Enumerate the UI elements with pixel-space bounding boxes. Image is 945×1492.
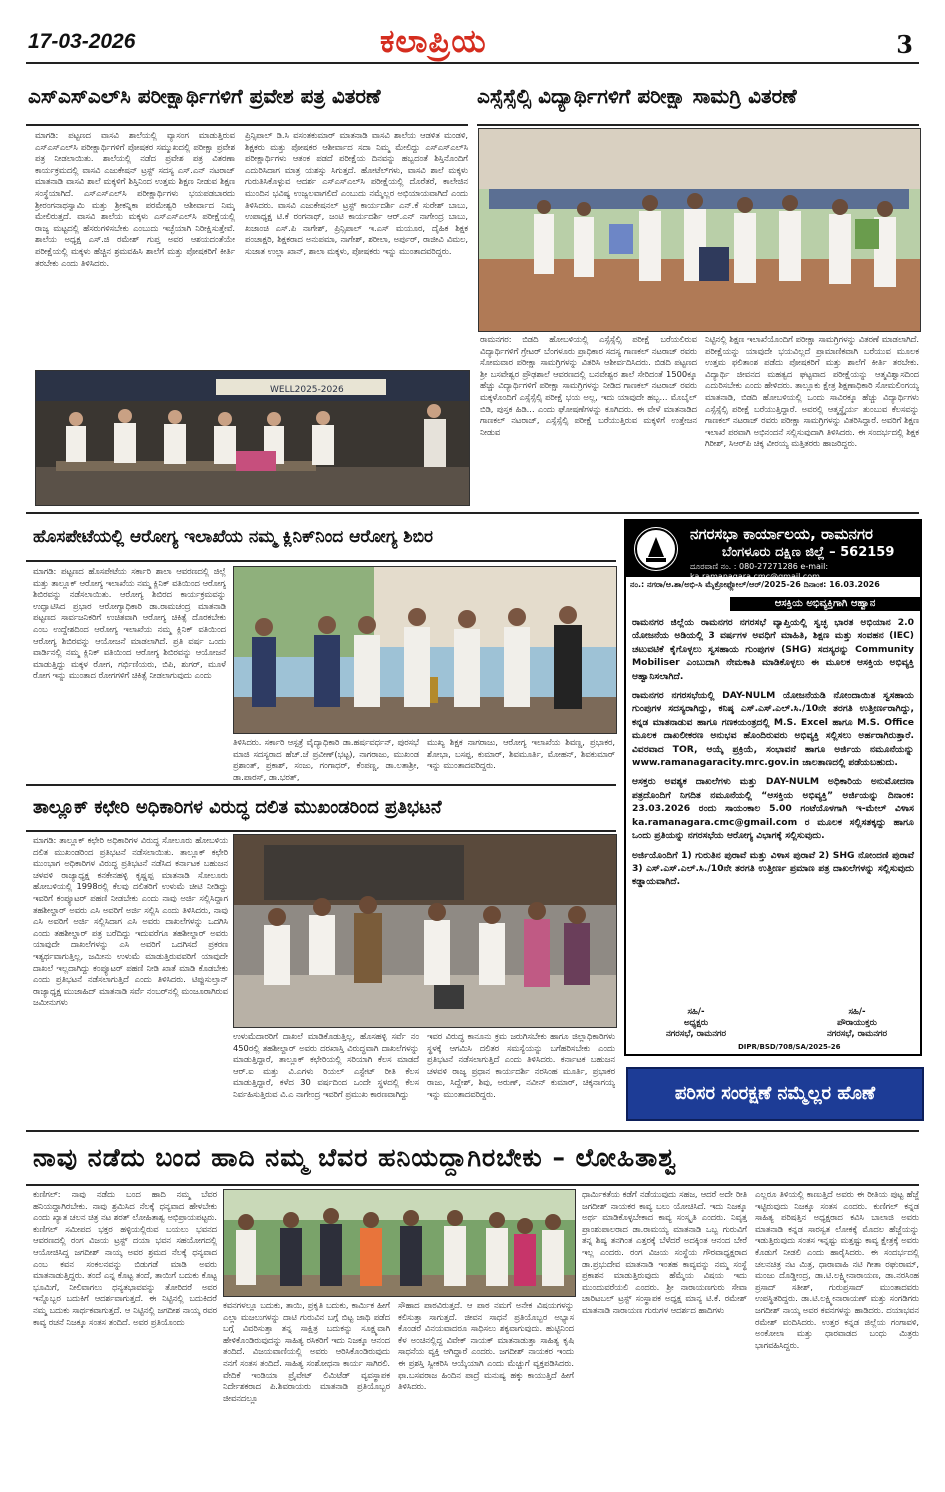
story5-column-3: ಸೌಹಾದ ಪಾಠವಿರುತ್ತದೆ. ಆ ಪಾಠ ನಮಗೆ ಅನೇಕ ವಿಷಯಗಳನ್ನು ಕಲಿಸುತ್ತಾ ಸಾಗುತ್ತದೆ. ಜೀವನ ಸಾಧನೆ ಪ್ರತಿಯೊಬ್ಬರ ಅಭ್ಯಾಸ ಕೊಂಡರೆ ವಿನಯವಾದರೂ ಸಾಧಿಸಲು ಶಕ್ಯವಾಗುವುದು. ಹುಟ್ಟಿನಿಂದ ಕೆಳ ಅಂಚಿನಲ್ಲಿದ್ದ ವಿವೇಕ್ ನಾಯಕ್ ಮಾತನಾಡುತ್ತಾ ಸಾಹಿತ್ಯ ಕೃಷಿ ಸಾಧನೆಯ ವ್ಯಕ್ತಿ ಆಗಿದ್ದಾರೆ ಎಂದರು. ಜಗದೀಶ್ ನಾಯಕರ ಇಂದು ಈ ಪ್ರಶಸ್ತಿ ಸ್ವೀಕರಿಸಿ ಆಯ್ಕೆಯಾಗಿ ಎಂದು ಮೆಚ್ಚುಗೆ ವ್ಯಕ್ತಪಡಿಸಿದರು. ಫಾ.ಬಸವರಾಜ ಹಿಂದಿನ ಪಾದ್ರೆ ಮನುಷ್ಯ ಹಕ್ಕು ಕಾಯುತ್ತಿದೆ ಹೀಗೆ ತಿಳಿಸಿದರು. <box>398 1300 574 1392</box>
story1-column-2: ಪ್ರಿನ್ಸಿಪಾಲ್ ಡಿ.ಸಿ ವಸಂತಕುಮಾರ್ ಮಾತನಾಡಿ ವಾಸವಿ ಶಾಲೆಯ ಆಡಳಿತ ಮಂಡಳಿ, ಶಿಕ್ಷಕರು ಮತ್ತು ಪೋಷಕರ ಆಶೀರ್ವಾದ ಸದಾ ನಿಮ್ಮ ಮೇಲಿದ್ದು ಎಸ್‌ಎಸ್‌ಎಲ್‌ಸಿ ಪರೀಕ್ಷಾರ್ಥಿಗಳು ಆತಂಕ ಪಡದೆ ಪರೀಕ್ಷೆಯ ದಿನವನ್ನು ಹಬ್ಬದಂತೆ ಶಿಸ್ತಿನೊಂದಿಗೆ ಎದುರಿಸಿದಾಗ ಮಾತ್ರ ಯಶಸ್ಸು ಸಿಗುತ್ತದೆ. ಹೋಟೆಲ್‌ಗಳು, ವಾಸವಿ ಶಾಲೆ ಮಕ್ಕಳು ಗುರುತಿಸಿಕೊಳ್ಳುವ ಆದರ್ಶ ಎಸ್‌ಎಸ್‌ಎಲ್‌ಸಿ ಪರೀಕ್ಷೆಯಲ್ಲಿ ದೊರೆತರೆ, ಕಾಲೇಜಿನ ಮುಂದಿನ ಭವಿಷ್ಯ ಉಜ್ವಲವಾಗಲಿದೆ ಎಂಬುದು ನಮ್ಮೆಲ್ಲರ ಅಭಿಯಾಯವಾಗಿದೆ ಎಂದು ತಿಳಿಸಿದರು. ವಾಸವಿ ಎಜುಕೇಷನಲ್ ಟ್ರಸ್ಟ್ ಕಾರ್ಯದರ್ಶಿ ಎನ್.ಕೆ ಸುರೇಶ್ ಬಾಬು, ಉಪಾಧ್ಯಕ್ಷ ಟಿ.ಕೆ ರಂಗನಾಥ್, ಜಂಟಿ ಕಾರ್ಯದರ್ಶಿ ಆರ್.ಎನ್ ನಾಗೇಂದ್ರ ಬಾಬು, ಖಜಾಂಚಿ ಎಸ್.ಪಿ ನಾಗೇಶ್, ಪ್ರಿನ್ಸಿಪಾಲ್ ಇ.ಎಸ್ ಮಯೂರ, ದೈಹಿಕ ಶಿಕ್ಷಕ ಪಂಚಾಕ್ಷರಿ, ಶಿಕ್ಷಕರಾದ ಅನುಪಮಾ, ನಾಗೇಶ್, ಶರೀಲಾ, ಅರ್ಪುರ್, ರಾಜೀವಿ ವಿಮಲ, ಸುಜಾತ ಉಲ್ಲಾ ಖಾನ್, ಶಾಲಾ ಮಕ್ಕಳು, ಪೋಷಕರು ಇನ್ನು ಮುಂತಾದವರಿದ್ದರು. <box>245 130 468 256</box>
notice-office: ನಗರಸಭಾ ಕಾರ್ಯಾಲಯ, ರಾಮನಗರ <box>690 525 873 543</box>
notice-signature-right <box>812 1007 902 1040</box>
signatory-office: ನಗರಸಭೆ, ರಾಮನಗರ <box>665 1029 727 1039</box>
notice-contact: ದೂರವಾಣಿ ನಂ. : 080-27271286 e-mail: ka.ramanagara.cmc@gmail.com <box>690 562 829 581</box>
story2-column-1: ರಾಮನಗರ: ಬಿಡದಿ ಹೋಬಳಿಯಲ್ಲಿ ಎಸ್ಸೆಸ್ಸೆಲ್ಸಿ ಪರೀಕ್ಷೆ ಬರೆಯಲಿರುವ ವಿದ್ಯಾರ್ಥಿಗಳಿಗೆ ಗ್ರೇಟರ್ ಬೆಂಗಳೂರು ಪ್ರಾಧಿಕಾರ ಸದಸ್ಯ ಗಾಣಕಲ್ ನಟರಾಜ್ ರವರು ಸೋಮವಾರ ಪರೀಕ್ಷಾ ಸಾಮಗ್ರಿಗಳನ್ನು ವಿತರಿಸಿ ಆಶೀರ್ವದಿಸಿದರು. ಬಿಡದಿ ಪಟ್ಟಣದ ಶ್ರೀ ಬಸವೇಶ್ವರ ಪ್ರೌಢಶಾಲೆ ಆವರಣದಲ್ಲಿ ಬನವೇಶ್ವರ ಶಾಲೆ ಸೇರಿದಂತೆ 1500ಕ್ಕೂ ಹೆಚ್ಚು ವಿದ್ಯಾರ್ಥಿಗಳಿಗೆ ಪರೀಕ್ಷಾ ಸಾಮಗ್ರಿಗಳನ್ನು ನೀಡಿದ ಗಾಣಕಲ್ ನಟರಾಜ್ ರವರು ಮಕ್ಕಳೊಂದಿಗೆ ಎಸ್ಸೆಸ್ಸೆಲ್ಸಿ ಪರೀಕ್ಷೆ ಭಯ ಅಲ್ಲ, ಇದು ಯಾವುದೇ ಹಬ್ಬ... ಮೊಬೈಲ್ ಬಿಡಿ, ಪುಸ್ತಕ ಹಿಡಿ... ಎಂದು ಘೋಷಣೆಗಳನ್ನು ಕೂಗಿದರು. ಈ ವೇಳೆ ಮಾತನಾಡಿದ ಗಾಣಕಲ್ ನಟರಾಜ್, ಎಸ್ಸೆಸ್ಸೆಲ್ಸಿ ಪರೀಕ್ಷೆ ಬರೆಯುತ್ತಿರುವ ಮಕ್ಕಳಿಗೆ ಉತ್ತೇಜನ ನೀಡುವ <box>480 334 697 437</box>
story1-photo-banner: WELL2025-2026 <box>270 385 344 395</box>
notice-banner: ಆಸಕ್ತಿಯ ಅಭಿವ್ಯಕ್ತಿಗಾಗಿ ಆಹ್ವಾನ <box>730 597 920 611</box>
story5-column-4: ಧಾರ್ಮಿಕತೆಯ ಕಡೆಗೆ ನಡೆಯುವುದು ಸಹಜ, ಆದರೆ ಅದೇ ರೀತಿ ಜಗದೀಶ್ ನಾಯಕರ ಕಾವ್ಯ ಬಲು ಯೋಚಿಸಿದೆ. ಇದು ನಿಜಕ್ಕೂ ಅರ್ಥ ಮಾಡಿಕೊಳ್ಳಬೇಕಾದ ಕಾವ್ಯ ಸಂಸ್ಕೃತಿ ಎಂದರು. ನಿವೃತ್ತ ಪ್ರಾಂಶುಪಾಲರಾದ ಡಾ.ರಾಮಯ್ಯ ಮಾತನಾಡಿ ಒಬ್ಬ ಗುರುವಿಗೆ ತನ್ನ ಶಿಷ್ಯ ತನಗಿಂತ ಎತ್ತರಕ್ಕೆ ಬೆಳೆದರೆ ಅದಕ್ಕಿಂತ ಆನಂದ ಬೇರೆ ಇಲ್ಲ ಎಂದರು. ರಂಗ ವಿಜಯ ಸಂಸ್ಥೆಯ ಗೌರವಾಧ್ಯಕ್ಷರಾದ ಡಾ.ಪ್ರಭುದೇವ ಮಾತನಾಡಿ ಇಂತಹ ಕಾವ್ಯವನ್ನು ನಮ್ಮ ಸಂಸ್ಥೆ ಪ್ರಕಾಶನ ಮಾಡುತ್ತಿರುವುದು ಹೆಮ್ಮೆಯ ವಿಷಯ ಇದು ಮುಂದುವರೆಯಲಿ ಎಂದರು. ಶ್ರೀ ನಾರಾಯಣಗುರು ಸೇವಾ ಚಾರಿಟಬಲ್ ಟ್ರಸ್ಟ್ ಸಂಸ್ಥಾಪಕ ಅಧ್ಯಕ್ಷ ಮಾನ್ಯ ಟಿ.ಕೆ. ರಮೇಶ್ ಮಾತನಾಡಿ ನಾರಾಯಣ ಗುರುಗಳ ಆದರ್ಶದ ಹಾದಿಗಳು <box>582 1189 747 1315</box>
signatory-office: ನಗರಸಭೆ, ರಾಮನಗರ <box>826 1029 888 1039</box>
story3-column-3: ಮುಖ್ಯ ಶಿಕ್ಷಕ ನಾಗರಾಜು, ಆರೋಗ್ಯ ಇಲಾಖೆಯ ಶಿವಣ್ಣ, ಪ್ರಭಾಕರ, ಶೋಭಾ, ಬಸಪ್ಪ, ಕುಮಾರ್, ಶಿವಮೂರ್ತಿ, ಮೋಹನ್, ಶಿವಕುಮಾರ್ ಇನ್ನು ಮುಂತಾದವರಿದ್ದರು. <box>427 737 615 771</box>
story5-column-2: ಕವನಗಳಲ್ಲೂ ಬದುಕು, ತಾಯಿ, ಪ್ರಕೃತಿ ಬದುಕು, ಕಾರ್ಮಿಕ ಹೀಗೆ ಎಲ್ಲಾ ಮಜಲುಗಳನ್ನು ದಾಟಿ ಗುರುವಿನ ಬಗ್ಗೆ ಬಿಟ್ಟ ಜಾಥಿ ಪಡೆದ ಬಗ್ಗೆ ವಿವರಿಸುತ್ತಾ ತನ್ನ ಸಾಕ್ಷಿತ್ರ ಬದುಕನ್ನು ಸೂಕ್ಷ್ಮವಾಗಿ ಹೇಳಿಕೊಂಡಿರುವುದನ್ನು ಸಾಹಿತ್ಯ ರಸಿಕರಿಗೆ ಇದು ನಿಜಕ್ಕೂ ಆನಂದ ತಂದಿದೆ. ವಿಜಯವಾಣಿಯಲ್ಲಿ ಅವರು ಆರಿಸಿಕೊಂಡಿರುವುದು ನನಗೆ ಸಂತಸ ತಂದಿದೆ. ಸಾಹಿತ್ಯ ಸಂಶೋಧನಾ ಕಾರ್ಯ ಸಾಗಿರಲಿ. ವೇದಿಕೆ ಇಂಡಿಯಾ ಪ್ರೈವೇಟ್ ಲಿಮಿಟೆಡ್ ವ್ಯವಸ್ಥಾಪಕ ನಿರ್ದೇಶಕರಾದ ಪಿ.ಶಿವರಾಯರು ಮಾತನಾಡಿ ಪ್ರತಿಯೊಬ್ಬರ ಜೀವನದಲ್ಲೂ <box>223 1300 390 1403</box>
story4-column-2: ಉಳುಮೆದಾರರಿಗೆ ದಾಖಲೆ ಮಾಡಿಕೊಡುತ್ತಿಲ್ಲ, ಹೊಸಹಳ್ಳಿ ಸರ್ವೆ ನಂ 450ರಲ್ಲಿ ತಹಶೀಲ್ದಾರ್ ಅವರು ದರಖಾಸ್ತಿ ವಿರುದ್ಧವಾಗಿ ದಾಖಲೆಗಳನ್ನು ಮಾಡುತ್ತಿದ್ದಾರೆ, ತಾಲ್ಲೂಕ್ ಕಛೇರಿಯಲ್ಲಿ ಸರಿಯಾಗಿ ಕೆಲಸ ಮಾಡದೆ ಆರ್.ಐ ಮತ್ತು ವಿ.ಎಗಳು ರಿಯಲ್ ಎಸ್ಟೇಟ್ ರೀತಿ ಕೆಲಸ ಮಾಡುತ್ತಿದ್ದಾರೆ, ಕಳೆದ 30 ವರ್ಷದಿಂದ ಒಂದೇ ಸ್ಥಳದಲ್ಲಿ ಕೆಲಸ ನಿರ್ವಹಿಸುತ್ತಿರುವ ವಿ.ಎ ನಾಗೇಂದ್ರ ಇವರಿಗೆ ಪ್ರಮುಖ ಕಾರಣವಾಗಿದ್ದು <box>233 1031 419 1099</box>
story2-headline: ಎಸ್ಸೆಸ್ಸೆಲ್ಸಿ ವಿದ್ಯಾರ್ಥಿಗಳಿಗೆ ಪರೀಕ್ಷಾ ಸಾಮಗ್ರಿ ವಿತರಣೆ <box>477 84 797 108</box>
story4-photo <box>233 834 617 1028</box>
page-number: 3 <box>896 30 913 59</box>
story3-rule <box>26 560 616 562</box>
newspaper-title: ಕಲಾಪ್ರಿಯ <box>380 22 487 60</box>
signature-mark: ಸಹಿ/- <box>848 1007 866 1017</box>
notice-district: ಬೆಂಗಳೂರು ದಕ್ಷಿಣ ಜಿಲ್ಲೆ – 562159 <box>722 545 895 560</box>
signatory-title: ಪೌರಾಯುಕ್ತರು <box>837 1018 877 1028</box>
story2-rule <box>477 124 919 126</box>
story2-photo <box>478 128 921 332</box>
masthead-rule <box>26 62 919 64</box>
story1-column-1: ಮಾಗಡಿ: ಪಟ್ಟಣದ ವಾಸವಿ ಶಾಲೆಯಲ್ಲಿ ವ್ಯಾಸಂಗ ಮಾಡುತ್ತಿರುವ ಎಸ್‌ಎಸ್‌ಎಲ್‌ಸಿ ಪರೀಕ್ಷಾರ್ಥಿಗಳಿಗೆ ಪೋಷಕರ ಸಮ್ಮುಖದಲ್ಲಿ ಪರೀಕ್ಷಾ ಪ್ರವೇಶ ಪತ್ರ ನೀಡಲಾಯಿತು. ಶಾಲೆಯಲ್ಲಿ ನಡೆದ ಪ್ರವೇಶ ಪತ್ರ ವಿತರಣಾ ಕಾರ್ಯಕ್ರಮದಲ್ಲಿ ವಾಸವಿ ಎಜುಕೇಷನ್ ಟ್ರಸ್ಟ್ ಸದಸ್ಯ ಎಸ್.ಎನ್ ನಟರಾಜ್ ಮಾತನಾಡಿ ವಾಸವಿ ಶಾಲೆ ಮಕ್ಕಳಿಗೆ ಶಿಸ್ತಿನಿಂದ ಉತ್ತಮ ಶಿಕ್ಷಣ ನೀಡುವ ಶಿಕ್ಷಣ ಸಂಸ್ಥೆಯಾಗಿದೆ. ಎಸ್‌ಎಸ್‌ಎಲ್‌ಸಿ ಪರೀಕ್ಷಾರ್ಥಿಗಳು ಭಯಪಡಬಾರದು ಶ್ರೀರಂಗನಾಥಸ್ವಾಮಿ ಮತ್ತು ಶ್ರೀಕನ್ನಿಕಾ ಪರಮೇಶ್ವರಿ ಆಶೀರ್ವಾದ ನಿಮ್ಮ ಮೇಲಿರುತ್ತದೆ. ವಾಸವಿ ಶಾಲೆಯ ಮಕ್ಕಳು ಎಸ್‌ಎಸ್‌ಎಲ್‌ಸಿ ಪರೀಕ್ಷೆಯಲ್ಲಿ ರಾಜ್ಯ ಮಟ್ಟದಲ್ಲಿ ಹೆಸರುಗಳಿಸಬೇಕು ಎಂಬುದು ಇಚ್ಛೆಯಾಗಿ ನಿರೀಕ್ಷಿಸುತ್ತೇವೆ. ಶಾಲೆಯ ಅಧ್ಯಕ್ಷ ಎಸ್.ಜಿ ರಮೇಶ್ ಗುಪ್ತ ಅವರ ಆಶಯದಂತೆಯೇ ಪರೀಕ್ಷೆಯಲ್ಲಿ ಮಕ್ಕಳು ಹೆಚ್ಚಿನ ಶ್ರಮವಹಿಸಿ ಶಾಲೆಗೆ ಮತ್ತು ಪೋಷಕರಿಗೆ ಕೀರ್ತಿ ತರಬೇಕು ಎಂದು ತಿಳಿಸಿದರು. <box>35 130 235 268</box>
story1-rule <box>26 124 468 126</box>
notice-paragraph-4: ಅರ್ಜಿಯೊಂದಿಗೆ 1) ಗುರುತಿನ ಪುರಾವೆ ಮತ್ತು ವಿಳಾಸ ಪುರಾವೆ 2) SHG ನೋಂದಣಿ ಪುರಾವೆ 3) ಎಸ್.ಎಸ್.ಎಲ್.ಸಿ./10ನೇ ತರಗತಿ ಉತ್ತೀರ್ಣ ಪ್ರಮಾಣ ಪತ್ರ ದಾಖಲೆಗಳನ್ನು ಸಲ್ಲಿಸುವುದು ಕಡ್ಡಾಯವಾಗಿದೆ. <box>632 849 914 888</box>
notice-signature-left <box>656 1007 736 1040</box>
section-rule-3 <box>26 1130 919 1132</box>
issue-date: 17-03-2026 <box>28 30 136 53</box>
signatory-title: ಅಧ್ಯಕ್ಷರು <box>683 1018 709 1028</box>
notice-paragraph-2: ರಾಮನಗರ ನಗರಸಭೆಯಲ್ಲಿ DAY-NULM ಯೋಜನೆಯಡಿ ನೋಂದಾಯಿತ ಸ್ವಸಹಾಯ ಗುಂಪುಗಳ ಸದಸ್ಯರಾಗಿದ್ದು, ಕನಿಷ್ಠ ಎಸ್.ಎಸ್.ಎಲ್.ಸಿ./10ನೇ ತರಗತಿ ಉತ್ತೀರ್ಣರಾಗಿದ್ದು, ಕನ್ನಡ ಮಾತನಾಡುವ ಹಾಗೂ ಗಣಕಯಂತ್ರದಲ್ಲಿ M.S. Excel ಹಾಗೂ M.S. Office ಮೂಲಕ ದಾಖಲೀಕರಣ ಅನುಭವ ಹೊಂದಿರುವರು ಅಭಿವ್ಯಕ್ತಿ ಸಲ್ಲಿಸಲು ಅರ್ಹರಾಗಿರುತ್ತಾರೆ. ವಿವರವಾದ TOR, ಆಯ್ಕೆ ಪ್ರಕ್ರಿಯೆ, ಸಂಭಾವನೆ ಹಾಗೂ ಅರ್ಜಿಯ ನಮೂನೆಯನ್ನು www.ramanagaracity.mrc.gov.in ಜಾಲತಾಣದಲ್ಲಿ ಪಡೆಯಬಹುದು. <box>632 690 914 769</box>
story5-column-1: ಕುಣಿಗಲ್: ನಾವು ನಡೆದು ಬಂದ ಹಾದಿ ನಮ್ಮ ಬೆವರ ಹನಿಯದ್ದಾಗಿರಬೇಕು. ನಾವು ಶ್ರಮಿಸಿದ ನೆಲಕ್ಕೆ ಧನ್ಯವಾದ ಹೇಳಬೇಕು ಎಂದು ಖ್ಯಾತ ಚಲನ ಚಿತ್ರ ನಟ ಶರತ್ ಲೋಹಿತಾಶ್ವ ಅಭಿಪ್ರಾಯಪಟ್ಟರು. ಕುಣಿಗಲ್ ಸಮೀಪದ ಭಕ್ತರ ಹಳ್ಳಿಯಲ್ಲಿರುವ ಬಯಲು ಭವನದ ಆವರಣದಲ್ಲಿ ರಂಗ ವಿಜಯ ಟ್ರಸ್ಟ್ ದಯಾ ಭವನ ಸಹಯೋಗದಲ್ಲಿ ಆಯೋಜಿಸಿದ್ದ ಜಗದೀಶ್ ನಾಯ್ಕ ಅವರ ಶ್ರಮದ ನೆಲಕ್ಕೆ ಧನ್ಯವಾದ ಎಂಬ ಕವನ ಸಂಕಲನವನ್ನು ಬಿಡುಗಡೆ ಮಾಡಿ ಅವರು ಮಾತನಾಡುತ್ತಿದ್ದರು. ತಂದೆ ಎನ್ನ ಕೊಟ್ಟ ತಂದೆ, ತಾಯಿಗೆ ಬದುಕು ಕೊಟ್ಟ ಭೂಮಿಗೆ, ನೀಲಿವಾಗಲು ಧನ್ಯತಭಾವವನ್ನು ತೋರಿದರೆ ಅವರ ಇನ್ನೊಬ್ಬರ ಬದುಕಿಗೆ ಆದರ್ಶವಾಗುತ್ತದೆ. ಈ ನಿಟ್ಟಿನಲ್ಲಿ ಬದುಕಿದರೆ ನಮ್ಮ ಬದುಕು ಸಾರ್ಥಕವಾಗುತ್ತದೆ. ಆ ನಿಟ್ಟಿನಲ್ಲಿ ಜಗದೀಶ ನಾಯ್ಕ ರವರ ಕಾವ್ಯ ರಚನೆ ನಿಜಕ್ಕೂ ಸಂತಸ ತಂದಿದೆ. ಅವರ ಪ್ರತಿಯೊಂದು <box>33 1189 217 1327</box>
story3-headline: ಹೊಸಪೇಟೆಯಲ್ಲಿ ಆರೋಗ್ಯ ಇಲಾಖೆಯ ನಮ್ಮ ಕ್ಲಿನಿಕ್‌ನಿಂದ ಆರೋಗ್ಯ ಶಿಬಿರ <box>33 527 434 547</box>
story4-headline: ತಾಲ್ಲೂಕ್ ಕಛೇರಿ ಅಧಿಕಾರಿಗಳ ವಿರುದ್ಧ ದಲಿತ ಮುಖಂಡರಿಂದ ಪ್ರತಿಭಟನೆ <box>33 797 442 818</box>
notice-reference: ನಂ.: ನಗರಾ/ಆ.ಶಾ/ಅಭಿ-ಸಿ ಮೈಕ್ರೋಫ್ಲೋಲ್/ಆರ್/2025-26 ದಿನಾಂಕ: 16.03.2026 <box>630 580 880 589</box>
story3-column-2: ತಿಳಿಸಿದರು. ಸರ್ಕಾರಿ ಆಸ್ಪತ್ರೆ ವೈದ್ಯಾಧಿಕಾರಿ ಡಾ.ಹರ್ಷವರ್ಧನ್, ಪುರಸಭೆ ಮಾಜಿ ಸದಸ್ಯರಾದ ಹೆಚ್.ಜೆ ಪ್ರವೀಣ್(ಭಟ್ಟ), ನಾಗರಾಜು, ಮುಖಂಡ ಪ್ರಶಾಂತ್, ಪ್ರಕಾಶ್, ಸಂಜು, ಗಂಗಾಧರ್, ಕೆಂಪಣ್ಣ, ಡಾ.ಲತಾಶ್ರೀ, ಡಾ.ಪಾರಸ್, ಡಾ.ಭರತ್, <box>233 737 419 781</box>
notice-header <box>626 521 920 581</box>
story5-headline: ನಾವು ನಡೆದು ಬಂದ ಹಾದಿ ನಮ್ಮ ಬೆವರ ಹನಿಯದ್ದಾಗಿರಬೇಕು – ಲೋಹಿತಾಶ್ವ <box>33 1143 678 1172</box>
story5-photo <box>223 1189 576 1297</box>
story3-photo <box>233 566 617 734</box>
story3-column-1: ಮಾಗಡಿ: ಪಟ್ಟಣದ ಹೊಸಪೇಟೆಯ ಸರ್ಕಾರಿ ಶಾಲಾ ಆವರಣದಲ್ಲಿ ಜಿಲ್ಲೆ ಮತ್ತು ತಾಲ್ಲೂಕ್ ಆರೋಗ್ಯ ಇಲಾಖೆಯ ನಮ್ಮ ಕ್ಲಿನಿಕ್ ವತಿಯಿಂದ ಆರೋಗ್ಯ ಶಿಬಿರವನ್ನು ನಡೆಸಲಾಯಿತು. ಆರೋಗ್ಯ ಶಿಬಿರದ ಕಾರ್ಯಕ್ರಮವನ್ನು ಉದ್ಘಾಟಿಸಿದ ಪ್ರಭಾರ ಆರೋಗ್ಯಾಧಿಕಾರಿ ಡಾ.ರಾಮಚಂದ್ರ ಮಾತನಾಡಿ ಪಟ್ಟಣದ ಸಾರ್ವಜನಿಕರಿಗೆ ಉಚಿತವಾಗಿ ಆರೋಗ್ಯ ಚಿಕಿತ್ಸೆ ದೊರಕಬೇಕು ಎಂಬ ಉದ್ದೇಶದಿಂದ ಆರೋಗ್ಯ ಇಲಾಖೆಯ ನಮ್ಮ ಕ್ಲಿನಿಕ್ ವತಿಯಿಂದ ಆರೋಗ್ಯ ಶಿಬಿರವನ್ನು ಆಯೋಜನೆ ಮಾಡಲಾಗಿದೆ. ಪ್ರತಿ ವರ್ಷ ಒಂದು ವಾರ್ಡಿನಲ್ಲಿ ನಮ್ಮ ಕ್ಲಿನಿಕ್ ವತಿಯಿಂದ ಆರೋಗ್ಯ ಶಿಬಿರವನ್ನು ಆಯೋಜನೆ ಮಾಡುತ್ತಿದ್ದು ಮಕ್ಕಳ ರೋಗ, ಗರ್ಭಿಣಿಯರು, ಬಿಪಿ, ಶುಗರ್, ಮೂಳೆ ರೋಗ ಇನ್ನು ಮುಂತಾದ ರೋಗಗಳಿಗೆ ಚಿಕಿತ್ಸೆ ನೀಡಲಾಗುವುದು ಎಂದು <box>33 566 226 681</box>
story1-photo <box>35 370 470 506</box>
government-notice <box>624 519 922 1056</box>
notice-paragraph-1: ರಾಮನಗರ ಜಿಲ್ಲೆಯ ರಾಮನಗರ ನಗರಸಭೆ ವ್ಯಾಪ್ತಿಯಲ್ಲಿ ಸ್ವಚ್ಛ ಭಾರತ ಅಭಿಯಾನ 2.0 ಯೋಜನೆಯ ಅಡಿಯಲ್ಲಿ 3 ವರ್ಷಗಳ ಅವಧಿಗೆ ಮಾಹಿತಿ, ಶಿಕ್ಷಣ ಮತ್ತು ಸಂವಹನ (IEC) ಚಟುವಟಿಕೆ ಕೈಗೊಳ್ಳಲು ಸ್ವಸಹಾಯ ಗುಂಪುಗಳ (SHG) ಸದಸ್ಯರನ್ನು Community Mobiliser ಎಂಬುದಾಗಿ ನೇಮಕಾತಿ ಮಾಡಿಕೊಳ್ಳಲು ಈ ಮೂಲಕ ಆಸಕ್ತಿಯ ಅಭಿವ್ಯಕ್ತಿ ಆಹ್ವಾನಿಸಲಾಗಿದೆ. <box>632 617 914 682</box>
story4-column-3: ಇವರ ವಿರುದ್ಧ ಕಾನೂನು ಕ್ರಮ ಜರುಗಿಸಬೇಕು ಹಾಗೂ ಜಿಲ್ಲಾಧಿಕಾರಿಗಳು ಸ್ಥಳಕ್ಕೆ ಆಗಮಿಸಿ ದಲಿತರ ಸಮಸ್ಯೆಯನ್ನು ಬಗೆಹರಿಸಬೇಕು ಎಂದು ಪ್ರತಿಭಟನೆ ನಡೆಸಲಾಗುತ್ತಿದೆ ಎಂದು ತಿಳಿಸಿದರು. ಕರ್ನಾಟಕ ಬಹುಜನ ಚಳವಳಿ ರಾಜ್ಯ ಪ್ರಧಾನ ಕಾರ್ಯದರ್ಶಿ ನರಸಿಂಹ ಮೂರ್ತಿ, ಪ್ರಭಾಕರ ರಾಜು, ಸಿದ್ದೇಶ್, ಶಿವು, ಅರುಣ್, ನವೀನ್ ಕುಮಾರ್, ಚಿಕ್ಕನಾಗಯ್ಯ ಇನ್ನು ಮುಂತಾದವರಿದ್ದರು. <box>427 1031 615 1099</box>
story5-rule <box>26 1184 919 1186</box>
eco-banner: ಪರಿಸರ ಸಂರಕ್ಷಣೆ ನಮ್ಮೆಲ್ಲರ ಹೊಣೆ <box>626 1067 924 1121</box>
notice-body <box>632 616 914 895</box>
story5-column-5: ಎಲ್ಲರೂ ತಿಳಿಯಲ್ಲಿ ಕಾಣುತ್ತಿದೆ ಅವರು ಈ ರೀತಿಯ ಪುಟ್ಟ ಹೆಜ್ಜೆ ಇಟ್ಟಿರುವುದು ನಿಜಕ್ಕೂ ಸಂತಸ ಎಂದರು. ಕುಣಿಗಲ್ ಕನ್ನಡ ಸಾಹಿತ್ಯ ಪರಿಷತ್ತಿನ ಅಧ್ಯಕ್ಷರಾದ ಕವಿಸಿ ಬಾಲಾಜಿ ಅವರು ಮಾತನಾಡಿ ಕನ್ನಡ ಸಾರಸ್ವತ ಲೋಕಕ್ಕೆ ಮೊದಲ ಹೆಜ್ಜೆಯನ್ನು ಇಡುತ್ತಿರುವುದು ಸಂತಸ ಇನ್ನಷ್ಟು ಮತ್ತಷ್ಟು ಕಾವ್ಯ ಕ್ಷೇತ್ರಕ್ಕೆ ಅವರು ಕೊಡುಗೆ ನೀಡಲಿ ಎಂದು ಹಾರೈಸಿದರು. ಈ ಸಂದರ್ಭದಲ್ಲಿ ಚಲನಚಿತ್ರ ನಟ ಮಿತ್ರ, ಧಾರಾವಾಹಿ ನಟಿ ಗೀತಾ ರಘುರಾಮ್, ಮಂಜು ದೊಡ್ಡೀಂದ್ರ, ಡಾ.ಟಿ.ಲಕ್ಷ್ಮೀನಾರಾಯಣ, ಡಾ.ನರಸಿಂಹ ಪ್ರಸಾದ್ ಸತೀಶ್, ಗುರುಪ್ರಸಾದ್ ಮುಂತಾದವರು ಉಪಸ್ಥಿತರಿದ್ದರು. ಡಾ.ಟಿ.ಲಕ್ಷ್ಮೀನಾರಾಯಣ್ ಮತ್ತು ಸಂಗಡಿಗರು ಜಗದೀಶ್ ನಾಯ್ಕ ಅವರ ಕವನಗಳನ್ನು ಹಾಡಿದರು. ದಯಾಭವನ ರಮೇಶ್ ವಂದಿಸಿದರು. ಉತ್ತರ ಕನ್ನಡ ಜಿಲ್ಲೆಯ ಗಂಗಾವಳಿ, ಅಂಕೋಲಾ ಮತ್ತು ಧಾರವಾಡದ ಬಂಧು ಮಿತ್ರರು ಭಾಗವಹಿಸಿದ್ದರು. <box>755 1189 919 1350</box>
story1-headline: ಎಸ್‌ಎಸ್‌ಎಲ್‌ಸಿ ಪರೀಕ್ಷಾರ್ಥಿಗಳಿಗೆ ಪ್ರವೇಶ ಪತ್ರ ವಿತರಣೆ <box>28 84 381 108</box>
section-rule-2 <box>26 784 616 786</box>
notice-code: DIPR/BSD/708/SA/2025-26 <box>738 1043 841 1051</box>
story4-column-1: ಮಾಗಡಿ: ತಾಲ್ಲೂಕ್ ಕಛೇರಿ ಅಧಿಕಾರಿಗಳ ವಿರುದ್ಧ ಸೋಲೂರು ಹೋಬಳಿಯ ದಲಿತ ಮುಖಂಡರಿಂದ ಪ್ರತಿಭಟನೆ ನಡೆಸಲಾಯಿತು. ತಾಲ್ಲೂಕ್ ಕಛೇರಿ ಮುಂಭಾಗ ಅಧಿಕಾರಿಗಳ ವಿರುದ್ಧ ಪ್ರತಿಭಟನೆ ನಡೆಸಿದ ಕರ್ನಾಟಕ ಬಹುಜನ ಚಳವಳಿ ರಾಜ್ಯಾಧ್ಯಕ್ಷ ಕನಕೇನಹಳ್ಳಿ ಕೃಷ್ಣಪ್ಪ ಮಾತನಾಡಿ ಸೋಲೂರು ಹೋಬಳಿಯಲ್ಲಿ 1998ರಲ್ಲಿ ಕೆಲವು ದಲಿತರಿಗೆ ಉಳುಮೆ ಚೀಟಿ ನೀಡಿದ್ದು ಇವರಿಗೆ ಕಂಪ್ಯೂಟರ್ ಪಹಣಿ ನೀಡಬೇಕು ಎಂದು ನಾವು ಅರ್ಜಿ ಸಲ್ಲಿಸಿದ್ದಾಗ ತಹಶೀಲ್ದಾರ್ ಅವರು ಎಸಿ ಅವರಿಗೆ ಅರ್ಜಿ ಸಲ್ಲಿಸಿ ಎಂದು ತಿಳಿಸಿದರು, ನಾವು ಎಸಿ ಅವರಿಗೆ ಅರ್ಜಿ ಸಲ್ಲಿಸಿದಾಗ ಎಸಿ ಅವರು ದಾಖಲೆಗಳನ್ನು ಒದಗಿಸಿ ಎಂದು ತಹಶೀಲ್ದಾರ್ ಪತ್ರ ಬರೆದಿದ್ದು ಇದುವರೆಗೂ ತಹಶೀಲ್ದಾರ್ ಅವರು ಯಾವುದೇ ದಾಖಲೆಗಳನ್ನು ಎಸಿ ಅವರಿಗೆ ಒದಗಿಸದೆ ಪ್ರಕರಣ ಇತ್ಯರ್ಥವಾಗುತ್ತಿಲ್ಲ, ಜಮೀನು ಉಳುಮೆ ಮಾಡುತ್ತಿರುವವರಿಗೆ ಯಾವುದೇ ದಾಖಲೆ ಇಲ್ಲದಾಗಿದ್ದು ಕಂಪ್ಯೂಟರ್ ಪಹಣಿ ನೀಡಿ ಖಾತೆ ಮಾಡಿ ಕೊಡಬೇಕು ಎಂದು ಪ್ರತಿಭಟನೆ ನಡೆಸಲಾಗುತ್ತಿದೆ ಎಂದು ತಿಳಿಸಿದರು. ಟಿಪ್ಪುಸುಲ್ತಾನ್ ರಾಜ್ಯಾಧ್ಯಕ್ಷ ಮುಜಾಹಿದ್ ಮಾತನಾಡಿ ಸರ್ವೆ ನಂಬರ್‌ನಲ್ಲಿ ಮಂಜೂರಾಗಿರುವ ಜಮೀನುಗಳು <box>33 835 228 1008</box>
story2-column-2: ನಿಟ್ಟಿನಲ್ಲಿ ಶಿಕ್ಷಣ ಇಲಾಖೆಯೊಂದಿಗೆ ಪರೀಕ್ಷಾ ಸಾಮಗ್ರಿಗಳನ್ನು ವಿತರಣೆ ಮಾಡಲಾಗಿದೆ. ಪರೀಕ್ಷೆಯನ್ನು ಯಾವುದೇ ಭಯವಿಲ್ಲದೆ ಪ್ರಾಮಾಣಿಕವಾಗಿ ಬರೆಯುವ ಮೂಲಕ ಉತ್ತಮ ಫಲಿತಾಂಶ ಪಡೆದು ಪೋಷಕರಿಗೆ ಮತ್ತು ಶಾಲೆಗೆ ಕೀರ್ತಿ ತರಬೇಕು. ವಿದ್ಯಾರ್ಥಿ ಜೀವನದ ಮಹತ್ವದ ಘಟ್ಟವಾದ ಪರೀಕ್ಷೆಯನ್ನು ಆತ್ಮವಿಶ್ವಾಸದಿಂದ ಎದುರಿಸಬೇಕು ಎಂದು ಹೇಳಿದರು. ತಾಲ್ಲೂಕು ಕ್ಷೇತ್ರ ಶಿಕ್ಷಣಾಧಿಕಾರಿ ಸೋಮಲಿಂಗಯ್ಯ ಮಾತನಾಡಿ, ಬಿಡದಿ ಹೋಬಳಿಯಲ್ಲಿ ಒಂದು ಸಾವಿರಕ್ಕೂ ಹೆಚ್ಚು ವಿದ್ಯಾರ್ಥಿಗಳು ಎಸ್ಸೆಸ್ಸೆಲ್ಸಿ ಪರೀಕ್ಷೆ ಬರೆಯುತ್ತಿದ್ದಾರೆ. ಅವರಲ್ಲಿ ಆತ್ಮಸ್ಥೈರ್ಯ ತುಂಬುವ ಕೆಲಸವನ್ನು ಗಾಣಕಲ್ ನಟರಾಜ್ ರವರು ಪರೀಕ್ಷಾ ಸಾಮಗ್ರಿಗಳನ್ನು ವಿತರಿಸಿದ್ದಾರೆ. ಅವರಿಗೆ ಶಿಕ್ಷಣ ಇಲಾಖೆ ಪರವಾಗಿ ಅಭಿನಂದನೆ ಸಲ್ಲಿಸುವುದಾಗಿ ತಿಳಿಸಿದರು. ಈ ಸಂದರ್ಭದಲ್ಲಿ ಶಿಕ್ಷಕ ಗಿರೀಶ್, ಸಿಆರ್‌ಪಿ ಚಿಕ್ಕ ವೀರಯ್ಯ ಮತ್ತಿತರರು ಹಾಜರಿದ್ದರು. <box>705 334 919 449</box>
notice-paragraph-3: ಆಸಕ್ತರು ಅವಶ್ಯಕ ದಾಖಲೆಗಳು ಮತ್ತು DAY-NULM ಅಧಿಕಾರಿಯ ಅನುಮೋದನಾ ಪತ್ರದೊಂದಿಗೆ ನಿಗದಿತ ನಮೂನೆಯಲ್ಲಿ “ಆಸಕ್ತಿಯ ಅಭಿವ್ಯಕ್ತಿ” ಅರ್ಜಿಯನ್ನು ದಿನಾಂಕ: 23.03.2026 ರಂದು ಸಾಯಂಕಾಲ 5.00 ಗಂಟೆಯೊಳಗಾಗಿ ಇ-ಮೇಲ್ ವಿಳಾಸ ka.ramanagara.cmc@gmail.com ರ ಮೂಲಕ ಸಲ್ಲಿಸತಕ್ಕದ್ದು ಹಾಗೂ ಒಂದು ಪ್ರತಿಯನ್ನು ನಗರಸಭೆಯ ಆರೋಗ್ಯ ವಿಭಾಗಕ್ಕೆ ಸಲ್ಲಿಸುವುದು. <box>632 776 914 842</box>
government-emblem-icon <box>634 527 678 571</box>
story4-rule <box>26 830 616 832</box>
section-rule-1 <box>26 512 919 514</box>
signature-mark: ಸಹಿ/- <box>687 1007 705 1017</box>
